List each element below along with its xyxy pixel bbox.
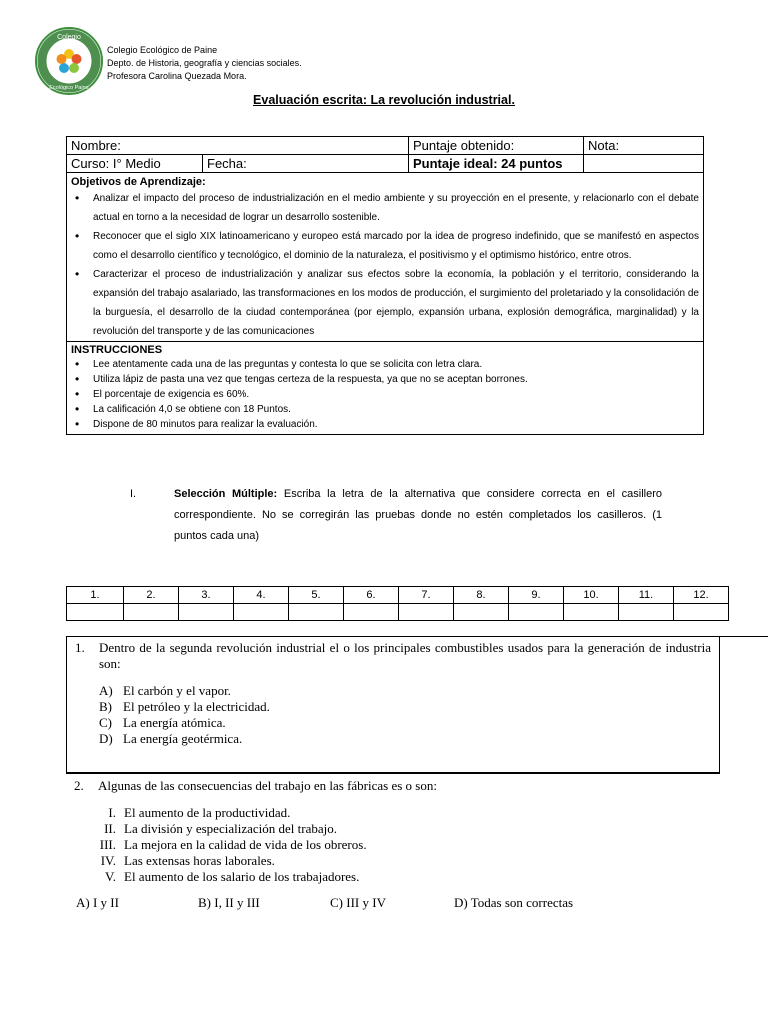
alternatives-row (74, 895, 712, 911)
alternative-a: A) I y II (76, 895, 119, 910)
option-letter: C) (99, 715, 112, 730)
answer-box[interactable] (234, 604, 289, 621)
section-label: Selección Múltiple: (174, 488, 278, 500)
question-1 (66, 636, 720, 773)
info-row-2 (67, 155, 703, 173)
instructions-list (71, 357, 699, 432)
objectives-section (67, 173, 703, 342)
statement-2 (74, 821, 712, 837)
answer-number: 7. (399, 587, 454, 604)
objectives-title: Objetivos de Aprendizaje: (71, 176, 206, 188)
statement-text: Las extensas horas laborales. (124, 853, 275, 868)
option-a (99, 683, 711, 699)
answer-number: 8. (454, 587, 509, 604)
answer-number: 10. (564, 587, 619, 604)
statement-4 (74, 853, 712, 869)
answer-number: 1. (67, 587, 124, 604)
exam-info-table (66, 136, 704, 435)
answer-number: 11. (619, 587, 674, 604)
school-logo (34, 26, 104, 96)
question-number: 2. (74, 778, 84, 793)
statement-numeral: I. (108, 805, 116, 820)
statement-text: La mejora en la calidad de vida de los obreros. (124, 837, 367, 852)
alternative-d: D) Todas son correctas (454, 895, 574, 910)
logo-text-top: Colegio (57, 34, 81, 41)
score-obtained-field[interactable]: Puntaje obtenido: (409, 137, 584, 154)
option-c (99, 715, 711, 731)
answer-number: 12. (674, 587, 729, 604)
options-list (75, 683, 711, 747)
page-title: Evaluación escrita: La revolución industrial. (253, 93, 515, 107)
option-letter: B) (99, 699, 112, 714)
answer-box[interactable] (67, 604, 124, 621)
objective-item: • Analizar el impacto del proceso de industrialización en el medio ambiente y su proyección en el presente, y relacionarlo con el debate actual en torno a la necesidad de lograr un desarrollo sostenible. (71, 189, 699, 227)
ideal-score-label: Puntaje ideal: 24 puntos (409, 155, 584, 172)
answer-number: 6. (344, 587, 399, 604)
answer-grid-header (67, 587, 729, 604)
name-field[interactable]: Nombre: (67, 137, 409, 154)
section-instructions (174, 484, 662, 547)
alternative-b: B) I, II y III (198, 895, 260, 910)
option-letter: A) (99, 683, 113, 698)
answer-box[interactable] (454, 604, 509, 621)
option-d (99, 731, 711, 747)
instruction-item: • Lee atentamente cada una de las preguntas y contesta lo que se solicita con letra clara. (71, 357, 699, 372)
school-name: Colegio Ecológico de Paine (107, 45, 218, 55)
instructions-title: INSTRUCCIONES (71, 344, 163, 356)
section-text: Escriba la letra de la alternativa que considere correcta en el casillero correspondiente. No se corregirán las pruebas donde no estén completados los casilleros. (1 puntos cada una) (174, 488, 662, 542)
option-letter: D) (99, 731, 113, 746)
answer-number: 9. (509, 587, 564, 604)
alternative-c: C) III y IV (330, 895, 386, 910)
answer-number: 3. (179, 587, 234, 604)
answer-box[interactable] (509, 604, 564, 621)
answer-box[interactable] (289, 604, 344, 621)
course-label: Curso: I° Medio (67, 155, 203, 172)
answer-grid-blanks (67, 604, 729, 621)
statement-3 (74, 837, 712, 853)
question-stem (75, 640, 711, 672)
section-number: I. (130, 488, 137, 500)
objective-item: • Reconocer que el siglo XIX latinoamericano y europeo está marcado por la idea de progreso indefinido, que se manifestó en aspectos como el desarrollo científico y tecnológico, el dominio de la naturaleza, el positivismo y el optimismo histórico, entre otros. (71, 227, 699, 265)
answer-box[interactable] (674, 604, 729, 621)
date-field[interactable]: Fecha: (203, 155, 409, 172)
school-info (107, 44, 302, 83)
option-text: El carbón y el vapor. (123, 683, 231, 698)
questions (66, 636, 720, 923)
option-text: La energía atómica. (123, 715, 226, 730)
teacher: Profesora Carolina Quezada Mora. (107, 71, 247, 81)
instruction-item: • El porcentaje de exigencia es 60%. (71, 387, 699, 402)
answer-box[interactable] (564, 604, 619, 621)
option-text: El petróleo y la electricidad. (123, 699, 270, 714)
answer-number: 2. (124, 587, 179, 604)
answer-box[interactable] (179, 604, 234, 621)
department: Depto. de Historia, geografía y ciencias sociales. (107, 58, 302, 68)
answer-box[interactable] (344, 604, 399, 621)
statement-numeral: III. (99, 837, 116, 852)
statement-numeral: IV. (100, 853, 116, 868)
statement-1 (74, 805, 712, 821)
statements-list (74, 805, 712, 885)
question-text: Dentro de la segunda revolución industrial el o los principales combustibles usados para la generación de industria son: (99, 640, 711, 671)
instruction-item: • Dispone de 80 minutos para realizar la evaluación. (71, 417, 699, 432)
statement-5 (74, 869, 712, 885)
question-number: 1. (75, 640, 85, 655)
answer-box[interactable] (124, 604, 179, 621)
statement-text: El aumento de los salario de los trabajadores. (124, 869, 360, 884)
question-stem (74, 778, 712, 794)
statement-text: El aumento de la productividad. (124, 805, 291, 820)
logo-text-bottom: Ecológico Paine (49, 85, 89, 91)
instructions-section (67, 342, 703, 434)
answer-grid (66, 586, 729, 621)
option-text: La energía geotérmica. (123, 731, 243, 746)
statement-text: La división y especialización del trabajo. (124, 821, 337, 836)
info-row-1 (67, 137, 703, 155)
answer-number: 5. (289, 587, 344, 604)
empty-cell (584, 155, 701, 172)
answer-number: 4. (234, 587, 289, 604)
option-b (99, 699, 711, 715)
statement-numeral: V. (105, 869, 116, 884)
instruction-item: • Utiliza lápiz de pasta una vez que tengas certeza de la respuesta, ya que no se aceptan borrones. (71, 372, 699, 387)
instruction-item: • La calificación 4,0 se obtiene con 18 Puntos. (71, 402, 699, 417)
statement-numeral: II. (104, 821, 116, 836)
objective-item: • Caracterizar el proceso de industrialización y analizar sus efectos sobre la economía, la población y el territorio, considerando la expansión del trabajo asalariado, las transformaciones en los modos de producción, el surgimiento del proletariado y la consolidación de la burguesía, el desarrollo de la ciudad contemporánea (por ejemplo, expansión urbana, explosión demográfica, marginalidad) y la revolución del transporte y de las comunicaciones (71, 265, 699, 341)
answer-box[interactable] (619, 604, 674, 621)
question-text: Algunas de las consecuencias del trabajo en las fábricas es o son: (98, 778, 437, 793)
question-2 (66, 773, 720, 923)
grade-field[interactable]: Nota: (588, 138, 620, 153)
objectives-list (71, 189, 699, 341)
answer-box[interactable] (399, 604, 454, 621)
